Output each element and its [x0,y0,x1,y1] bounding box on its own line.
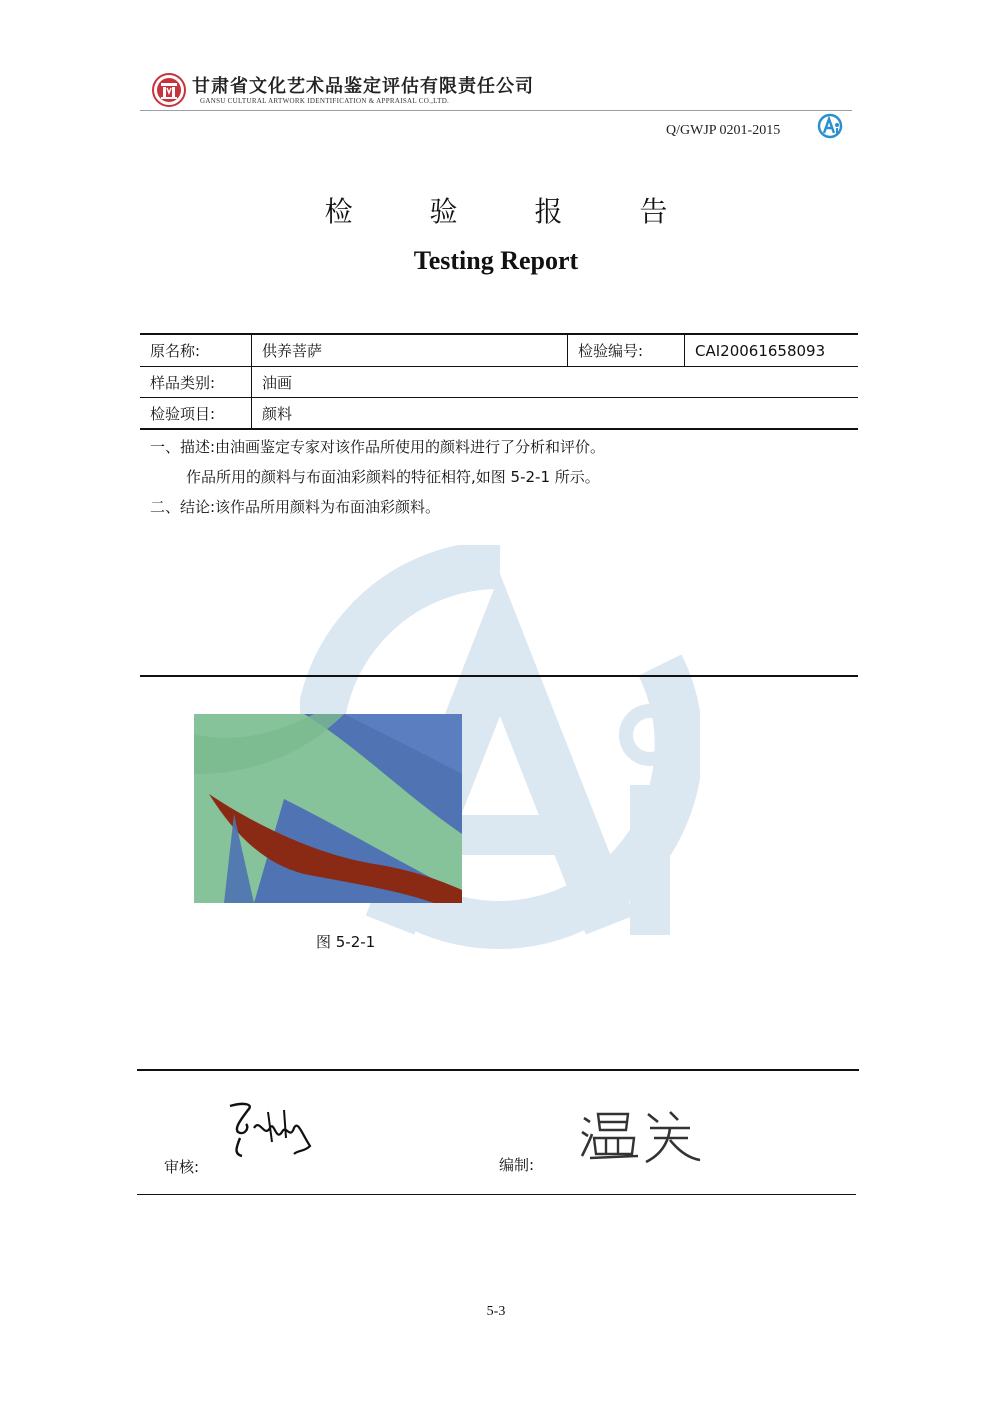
item-label: 检验项目: [140,398,252,430]
item-value: 颜料 [252,398,859,430]
document-code: Q/GWJP 0201-2015 [666,123,781,138]
section-divider [140,675,858,677]
page-number: 5-3 [486,1304,506,1319]
signature-top-rule [137,1069,859,1071]
name-value: 供养菩萨 [252,334,568,367]
info-table [140,333,858,430]
table-row [140,334,858,367]
sample-pigment-photo [194,714,462,903]
company-name-cn: 甘肃省文化艺术品鉴定评估有限责任公司 [192,76,534,97]
category-label: 样品类别: [140,367,252,398]
name-label: 原名称: [140,334,252,367]
conclusion-line: 二、结论:该作品所用颜料为布面油彩颜料。 [150,498,441,516]
number-label: 检验编号: [568,334,685,367]
report-title-cn: 检 验 报 告 [324,195,702,228]
report-title-en: Testing Report [413,246,579,275]
signature-bottom-rule [137,1194,856,1195]
number-value: CAI20061658093 [685,334,859,367]
compile-label: 编制: [499,1156,535,1174]
table-row [140,367,858,398]
ca-certification-icon [817,113,843,139]
review-signature [224,1098,316,1164]
review-label: 审核: [164,1158,200,1176]
category-value: 油画 [252,367,859,398]
company-name-en: GANSU CULTURAL ARTWORK IDENTIFICATION & APPRAISAL CO.,LTD. [200,97,450,105]
figure-caption: 图 5-2-1 [316,933,376,951]
company-emblem-icon [152,73,186,107]
header-divider [140,110,852,111]
description-detail-line: 作品所用的颜料与布面油彩颜料的特征相符,如图 5-2-1 所示。 [186,468,600,486]
table-row [140,398,858,430]
compile-signature [578,1108,706,1166]
description-line: 一、描述:由油画鉴定专家对该作品所使用的颜料进行了分析和评价。 [150,438,606,456]
